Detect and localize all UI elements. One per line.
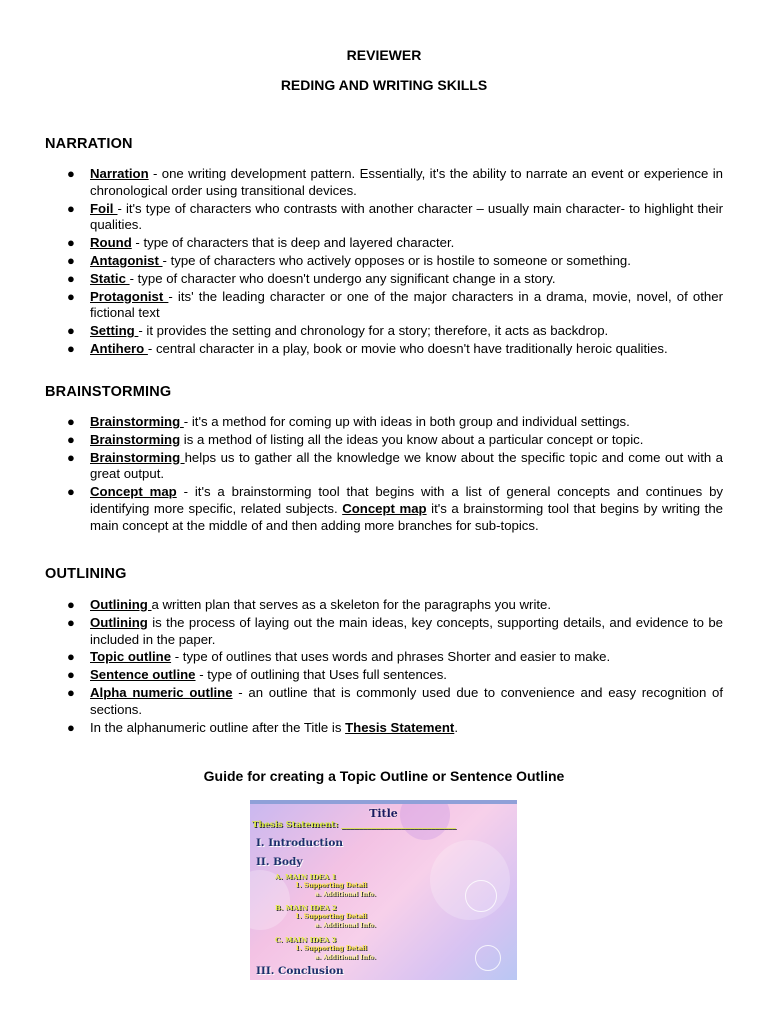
list-item <box>45 253 723 270</box>
list-item <box>45 685 723 719</box>
outline-supporting-detail: 1. Supporting Detail <box>295 913 367 920</box>
term: Alpha numeric outline <box>90 684 233 700</box>
bullet-icon: ● <box>67 431 75 447</box>
term: Foil <box>90 200 118 216</box>
list-item <box>45 414 723 431</box>
bullet-icon: ● <box>67 597 75 612</box>
bullet-icon: ● <box>67 270 75 286</box>
definition: helps us to gather all the knowledge we know about the specific topic and come out with a great output. <box>90 449 723 482</box>
outline-supporting-detail: 1. Supporting Detail <box>295 945 367 952</box>
bullet-icon: ● <box>67 323 75 339</box>
bullet-icon: ● <box>67 667 75 683</box>
definition: - central character in a play, book or movie who doesn't have traditionally heroic qualities. <box>147 340 668 356</box>
outline-additional-info: a. Additional Info. <box>315 922 376 929</box>
list-item <box>45 432 723 449</box>
bullet-icon: ● <box>67 200 75 216</box>
list-item <box>45 615 723 649</box>
list-item <box>45 597 723 614</box>
definition: - it's a method for coming up with ideas in both group and individual settings. <box>183 414 630 429</box>
term: Thesis Statement <box>345 719 455 735</box>
bullet-icon: ● <box>67 649 75 665</box>
outline-introduction: I. Introduction <box>256 837 343 849</box>
list-item <box>45 201 723 235</box>
definition: - type of outlines that uses words and phrases Shorter and easier to make. <box>171 649 611 665</box>
term: Narration <box>90 166 149 181</box>
definition: - it provides the setting and chronology for a story; therefore, it acts as backdrop. <box>138 323 609 339</box>
outline-main-idea: B. MAIN IDEA 2 <box>275 904 337 912</box>
definition: - type of characters that is deep and layered character. <box>131 235 455 251</box>
definition: - an outline that is commonly used due to convenience and easy recognition of sections. <box>90 684 723 717</box>
list-item <box>45 289 723 323</box>
term: Sentence outline <box>90 667 196 683</box>
list-item <box>45 450 723 484</box>
list-item <box>45 341 723 358</box>
guide-title: Guide for creating a Topic Outline or Sentence Outline <box>203 768 565 784</box>
outline-thesis: Thesis Statement: ___________________________ <box>252 820 456 830</box>
list-item <box>45 166 723 200</box>
outline-additional-info: a. Additional Info. <box>315 954 376 961</box>
bullet-icon: ● <box>67 340 75 356</box>
term: Round <box>90 235 132 251</box>
outline-supporting-detail: 1. Supporting Detail <box>295 882 367 889</box>
definition: it's a brainstorming tool that begins by writing the main concept at the middle of and then adding more branches for sub-topics. <box>90 500 723 533</box>
document-title: REVIEWER <box>346 47 422 63</box>
definition: . <box>454 719 458 735</box>
bullet-icon: ● <box>67 684 75 700</box>
bullet-icon: ● <box>67 252 75 268</box>
term: Outlining <box>90 597 152 612</box>
bullet-icon: ● <box>67 414 75 429</box>
bullet-icon: ● <box>67 484 75 500</box>
section-heading-narration: NARRATION <box>45 136 133 152</box>
definition: - type of outlining that Uses full sentences. <box>195 667 447 683</box>
term: Brainstorming <box>90 431 181 447</box>
outline-body: II. Body <box>256 856 303 868</box>
brainstorming-list <box>45 414 723 536</box>
list-item <box>45 720 723 737</box>
outline-guide-image <box>250 800 517 980</box>
bullet-icon: ● <box>67 166 75 181</box>
section-heading-brainstorming: BRAINSTORMING <box>45 384 172 400</box>
definition-prefix: In the alphanumeric outline after the Title is <box>90 719 346 735</box>
definition: - type of characters who actively opposes or is hostile to someone or something. <box>162 252 631 268</box>
bullet-icon: ● <box>67 719 75 735</box>
bullet-icon: ● <box>67 288 75 304</box>
term: Setting <box>90 323 139 339</box>
term: Concept map <box>90 484 177 500</box>
definition: is the process of laying out the main ideas, key concepts, supporting details, and evidence to be included in the paper. <box>90 614 723 647</box>
list-item <box>45 323 723 340</box>
definition: - it's type of characters who contrasts with another character – usually main character- to highlight their qualities. <box>90 200 723 233</box>
definition: a written plan that serves as a skeleton for the paragraphs you write. <box>151 597 552 612</box>
definition: - type of character who doesn't undergo any significant change in a story. <box>129 270 556 286</box>
list-item <box>45 484 723 534</box>
definition: - one writing development pattern. Essentially, it's the ability to narrate an event or experience in chronological order using transitional devices. <box>90 166 723 198</box>
term: Antihero <box>90 340 148 356</box>
narration-list <box>45 166 723 359</box>
list-item <box>45 235 723 252</box>
term: Topic outline <box>90 649 172 665</box>
definition: - it's a brainstorming tool that begins with a list of general concepts and continues by identifying more specific, related subjects. <box>90 484 724 516</box>
term: Outlining <box>90 614 148 630</box>
outline-additional-info: a. Additional Info. <box>315 891 376 898</box>
section-heading-outlining: OUTLINING <box>45 566 127 582</box>
list-item <box>45 667 723 684</box>
bullet-icon: ● <box>67 235 75 251</box>
decorative-ring <box>465 880 497 912</box>
bullet-icon: ● <box>67 449 75 465</box>
outlining-list <box>45 597 723 737</box>
document-subtitle: REDING AND WRITING SKILLS <box>280 77 488 93</box>
term: Antagonist <box>90 252 163 268</box>
outline-main-idea: A. MAIN IDEA 1 <box>275 873 337 881</box>
term: Protagonist <box>90 288 169 304</box>
bullet-icon: ● <box>67 614 75 630</box>
list-item <box>45 649 723 666</box>
term: Static <box>90 270 130 286</box>
decorative-ring <box>475 945 501 971</box>
term: Brainstorming <box>90 414 184 429</box>
term: Concept map <box>342 500 427 516</box>
definition: - its' the leading character or one of the major characters in a drama, movie, novel, of other fictional text <box>90 288 723 321</box>
definition: is a method of listing all the ideas you know about a particular concept or topic. <box>180 431 644 447</box>
list-item <box>45 271 723 288</box>
outline-conclusion: III. Conclusion <box>256 965 344 977</box>
term: Brainstorming <box>90 449 185 465</box>
outline-main-idea: C. MAIN IDEA 3 <box>275 936 337 944</box>
top-band <box>250 800 517 804</box>
outline-title: Title <box>369 807 398 820</box>
